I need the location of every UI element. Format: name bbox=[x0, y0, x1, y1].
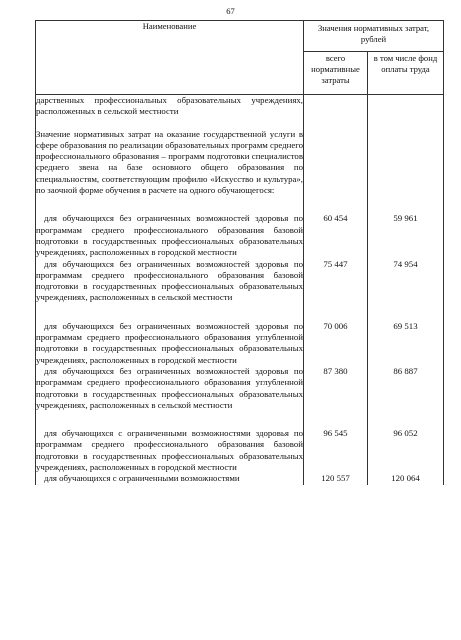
row-total: 87 380 bbox=[304, 366, 368, 411]
row-text: для обучающихся без ограниченных возможностей здоровья по программам среднего профессионального образования базовой подготовки в государственных профессиональных образовательных учреждениях, расположенных в сельской местности bbox=[36, 258, 303, 303]
table-row bbox=[36, 366, 444, 411]
header-name: Наименование bbox=[36, 21, 304, 95]
table-row bbox=[36, 321, 444, 366]
row-total: 70 006 bbox=[304, 321, 368, 366]
row-wage: 69 513 bbox=[368, 321, 444, 366]
header-values-group: Значения нормативных затрат, рублей bbox=[304, 21, 444, 52]
row-text: для обучающихся без ограниченных возможностей здоровья по программам среднего профессионального образования углубленной подготовки в государственных профессиональных образовательных учреждениях, расположенных в сельской местности bbox=[36, 365, 303, 410]
row-wage: 59 961 bbox=[368, 213, 444, 258]
row-wage: 96 052 bbox=[368, 428, 444, 473]
row-wage: 86 887 bbox=[368, 366, 444, 411]
row-total: 75 447 bbox=[304, 259, 368, 304]
section-intro-text: Значение нормативных затрат на оказание государственной услуги в сфере образования по реализации образовательных программ среднего профессионального образования – программ подготовки специалистов среднего звена на базе основного общего образования по специальностям, соответствующим профилю «Искусство и культура», по заочной форме обучения в расчете на одного обучающегося: bbox=[36, 128, 304, 196]
row-text: для обучающихся без ограниченных возможностей здоровья по программам среднего профессионального образования углубленной подготовки в государственных профессиональных образовательных учреждениях, расположенных в городской местности bbox=[36, 320, 303, 365]
header-row bbox=[36, 21, 444, 52]
row-wage: 74 954 bbox=[368, 259, 444, 304]
row-text: для обучающихся с ограниченными возможностями здоровья по программам среднего профессионального образования базовой подготовки в государственных профессиональных образовательных учреждениях, расположенных в городской местности bbox=[36, 428, 303, 473]
row-text: для обучающихся без ограниченных возможностей здоровья по программам среднего профессионального образования базовой подготовки в государственных профессиональных образовательных учреждениях, расположенных в городской местности bbox=[36, 213, 303, 258]
header-total: всего нормативные затраты bbox=[304, 52, 368, 95]
page-number: 67 bbox=[226, 6, 235, 16]
continuation-text: дарственных профессиональных образовательных учреждениях, расположенных в сельской местности bbox=[36, 95, 303, 117]
row-total: 120 557 bbox=[304, 473, 368, 484]
norms-table bbox=[35, 20, 444, 485]
table-row bbox=[36, 213, 444, 258]
section-intro-row bbox=[36, 129, 444, 197]
header-wage-fund: в том числе фонд оплаты труда bbox=[368, 52, 444, 95]
row-total: 96 545 bbox=[304, 428, 368, 473]
table-row bbox=[36, 428, 444, 473]
row-total: 60 454 bbox=[304, 213, 368, 258]
table-row bbox=[36, 259, 444, 304]
row-wage: 120 064 bbox=[368, 473, 444, 484]
continuation-row bbox=[36, 95, 444, 118]
row-text: для обучающихся с ограниченными возможностями bbox=[36, 473, 304, 484]
table-row bbox=[36, 473, 444, 484]
